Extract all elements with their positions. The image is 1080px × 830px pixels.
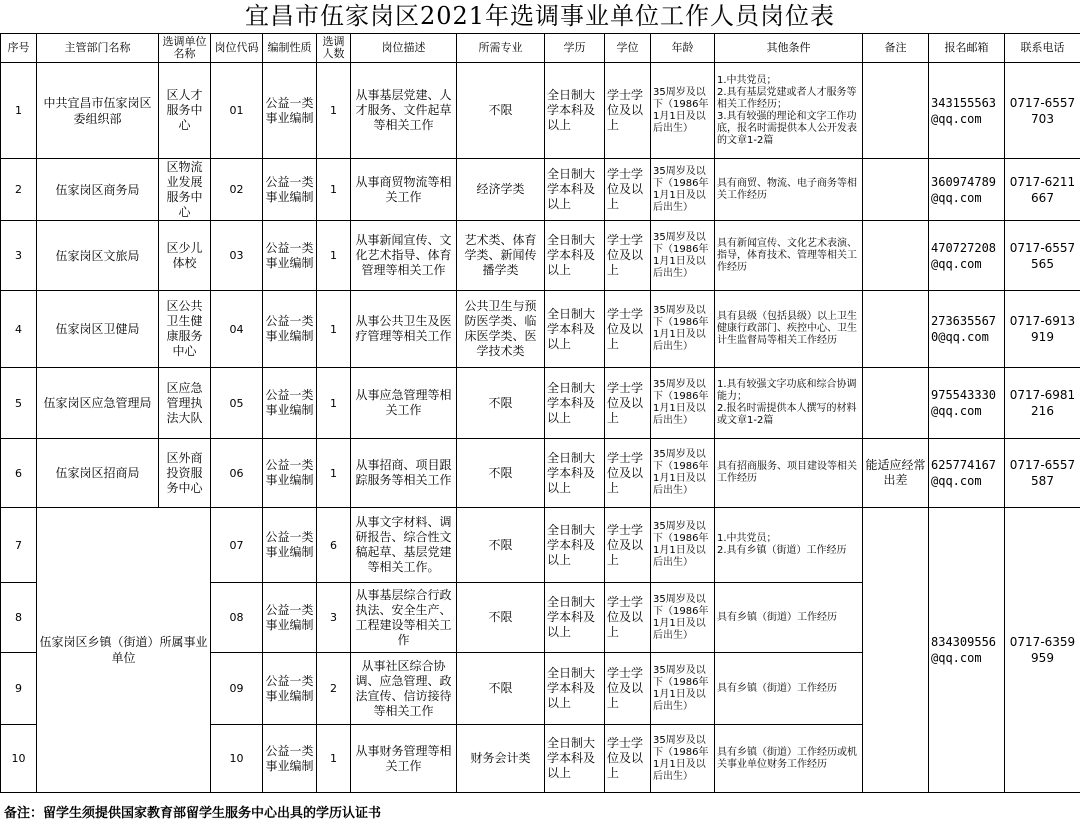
cell-desc: 从事基层综合行政执法、安全生产、工程建设等相关工作 (351, 583, 457, 653)
cell-edu: 全日制大学本科及以上 (545, 583, 605, 653)
cell-degree: 学士学位及以上 (605, 508, 651, 583)
cell-major: 经济学类 (457, 159, 545, 221)
cell-email-merged: 834309556@qq.com (929, 508, 1005, 793)
cell-other: 具有乡镇（街道）工作经历 (715, 583, 863, 653)
cell-age: 35周岁及以下（1986年1月1日及以后出生） (651, 221, 715, 291)
positions-table (0, 33, 1080, 793)
cell-desc: 从事招商、项目跟踪服务等相关工作 (351, 439, 457, 508)
table-row (1, 368, 1080, 439)
cell-edu: 全日制大学本科及以上 (545, 63, 605, 159)
cell-no: 9 (1, 653, 37, 725)
cell-other: 具有商贸、物流、电子商务等相关工作经历 (715, 159, 863, 221)
header-code: 岗位代码 (211, 34, 263, 63)
table-header-row (1, 34, 1080, 63)
cell-unit: 区外商投资服务中心 (159, 439, 211, 508)
header-nature: 编制性质 (263, 34, 317, 63)
cell-code: 03 (211, 221, 263, 291)
cell-code: 01 (211, 63, 263, 159)
cell-no: 4 (1, 291, 37, 368)
cell-age: 35周岁及以下（1986年1月1日及以后出生） (651, 63, 715, 159)
cell-degree: 学士学位及以上 (605, 63, 651, 159)
cell-code: 09 (211, 653, 263, 725)
cell-edu: 全日制大学本科及以上 (545, 725, 605, 793)
cell-no: 8 (1, 583, 37, 653)
cell-code: 07 (211, 508, 263, 583)
cell-phone: 0717-6557587 (1005, 439, 1080, 508)
cell-code: 06 (211, 439, 263, 508)
cell-other: 具有乡镇（街道）工作经历 (715, 653, 863, 725)
page-title: 宜昌市伍家岗区2021年选调事业单位工作人员岗位表 (244, 2, 836, 30)
cell-major: 不限 (457, 583, 545, 653)
cell-code: 04 (211, 291, 263, 368)
cell-phone: 0717-6211667 (1005, 159, 1080, 221)
cell-other: 1.中共党员； 2.具有乡镇（街道）工作经历 (715, 508, 863, 583)
cell-unit: 区公共卫生健康服务中心 (159, 291, 211, 368)
cell-degree: 学士学位及以上 (605, 583, 651, 653)
cell-email: 343155563@qq.com (929, 63, 1005, 159)
cell-email: 360974789@qq.com (929, 159, 1005, 221)
cell-degree: 学士学位及以上 (605, 725, 651, 793)
table-row (1, 508, 1080, 583)
header-age: 年龄 (651, 34, 715, 63)
cell-count: 1 (317, 439, 351, 508)
cell-nature: 公益一类事业编制 (263, 508, 317, 583)
cell-count: 1 (317, 725, 351, 793)
cell-code: 08 (211, 583, 263, 653)
header-major: 所需专业 (457, 34, 545, 63)
header-no: 序号 (1, 34, 37, 63)
header-unit: 选调单位名称 (159, 34, 211, 63)
table-row (1, 221, 1080, 291)
cell-dept: 伍家岗区商务局 (37, 159, 159, 221)
cell-desc: 从事基层党建、人才服务、文件起草等相关工作 (351, 63, 457, 159)
cell-remark (863, 63, 929, 159)
header-email: 报名邮箱 (929, 34, 1005, 63)
cell-dept: 伍家岗区应急管理局 (37, 368, 159, 439)
cell-desc: 从事公共卫生及医疗管理等相关工作 (351, 291, 457, 368)
cell-remark-merged (863, 508, 929, 793)
cell-remark: 能适应经常出差 (863, 439, 929, 508)
cell-code: 05 (211, 368, 263, 439)
cell-no: 2 (1, 159, 37, 221)
cell-dept: 中共宜昌市伍家岗区委组织部 (37, 63, 159, 159)
cell-other: 具有县级（包括县级）以上卫生健康行政部门、疾控中心、卫生计生监督局等相关工作经历 (715, 291, 863, 368)
cell-unit: 区人才服务中心 (159, 63, 211, 159)
cell-major: 财务会计类 (457, 725, 545, 793)
cell-phone: 0717-6913919 (1005, 291, 1080, 368)
cell-degree: 学士学位及以上 (605, 368, 651, 439)
table-row (1, 291, 1080, 368)
cell-email: 2736355670@qq.com (929, 291, 1005, 368)
header-degree: 学位 (605, 34, 651, 63)
cell-degree: 学士学位及以上 (605, 439, 651, 508)
cell-major: 不限 (457, 439, 545, 508)
cell-age: 35周岁及以下（1986年1月1日及以后出生） (651, 725, 715, 793)
cell-nature: 公益一类事业编制 (263, 159, 317, 221)
cell-desc: 从事应急管理等相关工作 (351, 368, 457, 439)
cell-unit: 区物流业发展服务中心 (159, 159, 211, 221)
cell-code: 10 (211, 725, 263, 793)
cell-unit: 区应急管理执法大队 (159, 368, 211, 439)
cell-phone: 0717-6557703 (1005, 63, 1080, 159)
cell-edu: 全日制大学本科及以上 (545, 221, 605, 291)
cell-other: 具有乡镇（街道）工作经历或机关事业单位财务工作经历 (715, 725, 863, 793)
cell-phone-merged: 0717-6359959 (1005, 508, 1080, 793)
cell-remark (863, 221, 929, 291)
cell-no: 6 (1, 439, 37, 508)
cell-major: 不限 (457, 653, 545, 725)
cell-edu: 全日制大学本科及以上 (545, 291, 605, 368)
cell-email: 625774167@qq.com (929, 439, 1005, 508)
cell-no: 3 (1, 221, 37, 291)
cell-major: 不限 (457, 368, 545, 439)
cell-dept-merged: 伍家岗区乡镇（街道）所属事业单位 (37, 508, 211, 793)
header-edu: 学历 (545, 34, 605, 63)
cell-other: 具有新闻宣传、文化艺术表演、指导，体育技术、管理等相关工作经历 (715, 221, 863, 291)
cell-desc: 从事社区综合协调、应急管理、政法宣传、信访接待等相关工作 (351, 653, 457, 725)
cell-edu: 全日制大学本科及以上 (545, 159, 605, 221)
header-desc: 岗位描述 (351, 34, 457, 63)
cell-unit: 区少儿体校 (159, 221, 211, 291)
cell-age: 35周岁及以下（1986年1月1日及以后出生） (651, 508, 715, 583)
cell-count: 2 (317, 653, 351, 725)
cell-remark (863, 368, 929, 439)
cell-no: 5 (1, 368, 37, 439)
cell-major: 艺术类、体育学类、新闻传播学类 (457, 221, 545, 291)
cell-other: 1.具有较强文字功底和综合协调能力； 2.报名时需提供本人撰写的材料或文章1-2篇 (715, 368, 863, 439)
cell-major: 不限 (457, 508, 545, 583)
cell-degree: 学士学位及以上 (605, 653, 651, 725)
cell-other: 具有招商服务、项目建设等相关工作经历 (715, 439, 863, 508)
cell-major: 公共卫生与预防医学类、临床医学类、医学技术类 (457, 291, 545, 368)
cell-email: 470727208@qq.com (929, 221, 1005, 291)
cell-desc: 从事文字材料、调研报告、综合性文稿起草、基层党建等相关工作。 (351, 508, 457, 583)
cell-age: 35周岁及以下（1986年1月1日及以后出生） (651, 159, 715, 221)
cell-email: 975543330@qq.com (929, 368, 1005, 439)
cell-age: 35周岁及以下（1986年1月1日及以后出生） (651, 291, 715, 368)
cell-edu: 全日制大学本科及以上 (545, 508, 605, 583)
cell-count: 3 (317, 583, 351, 653)
cell-degree: 学士学位及以上 (605, 159, 651, 221)
cell-no: 1 (1, 63, 37, 159)
cell-nature: 公益一类事业编制 (263, 291, 317, 368)
cell-nature: 公益一类事业编制 (263, 439, 317, 508)
cell-edu: 全日制大学本科及以上 (545, 653, 605, 725)
cell-dept: 伍家岗区文旅局 (37, 221, 159, 291)
cell-age: 35周岁及以下（1986年1月1日及以后出生） (651, 583, 715, 653)
cell-desc: 从事新闻宣传、文化艺术指导、体育管理等相关工作 (351, 221, 457, 291)
header-other: 其他条件 (715, 34, 863, 63)
cell-nature: 公益一类事业编制 (263, 725, 317, 793)
cell-age: 35周岁及以下（1986年1月1日及以后出生） (651, 653, 715, 725)
cell-no: 7 (1, 508, 37, 583)
cell-code: 02 (211, 159, 263, 221)
cell-count: 1 (317, 221, 351, 291)
cell-other: 1.中共党员； 2.具有基层党建或者人才服务等相关工作经历； 3.具有较强的理论和文字工作功底，报名时需提供本人公开发表的文章1-2篇 (715, 63, 863, 159)
cell-edu: 全日制大学本科及以上 (545, 439, 605, 508)
header-dept: 主管部门名称 (37, 34, 159, 63)
cell-dept: 伍家岗区卫健局 (37, 291, 159, 368)
cell-age: 35周岁及以下（1986年1月1日及以后出生） (651, 439, 715, 508)
cell-major: 不限 (457, 63, 545, 159)
table-row (1, 63, 1080, 159)
cell-remark (863, 291, 929, 368)
cell-nature: 公益一类事业编制 (263, 583, 317, 653)
header-count: 选调人数 (317, 34, 351, 63)
header-remark: 备注 (863, 34, 929, 63)
cell-nature: 公益一类事业编制 (263, 221, 317, 291)
cell-remark (863, 159, 929, 221)
cell-count: 1 (317, 63, 351, 159)
table-row (1, 439, 1080, 508)
cell-degree: 学士学位及以上 (605, 221, 651, 291)
cell-phone: 0717-6557565 (1005, 221, 1080, 291)
cell-desc: 从事财务管理等相关工作 (351, 725, 457, 793)
cell-count: 1 (317, 368, 351, 439)
footnote: 备注：留学生须提供国家教育部留学生服务中心出具的学历认证书 (4, 806, 382, 821)
cell-count: 6 (317, 508, 351, 583)
table-row (1, 159, 1080, 221)
cell-no: 10 (1, 725, 37, 793)
cell-count: 1 (317, 291, 351, 368)
cell-age: 35周岁及以下（1986年1月1日及以后出生） (651, 368, 715, 439)
cell-nature: 公益一类事业编制 (263, 368, 317, 439)
header-phone: 联系电话 (1005, 34, 1080, 63)
cell-count: 1 (317, 159, 351, 221)
cell-nature: 公益一类事业编制 (263, 63, 317, 159)
cell-edu: 全日制大学本科及以上 (545, 368, 605, 439)
cell-nature: 公益一类事业编制 (263, 653, 317, 725)
cell-dept: 伍家岗区招商局 (37, 439, 159, 508)
cell-degree: 学士学位及以上 (605, 291, 651, 368)
cell-phone: 0717-6981216 (1005, 368, 1080, 439)
cell-desc: 从事商贸物流等相关工作 (351, 159, 457, 221)
